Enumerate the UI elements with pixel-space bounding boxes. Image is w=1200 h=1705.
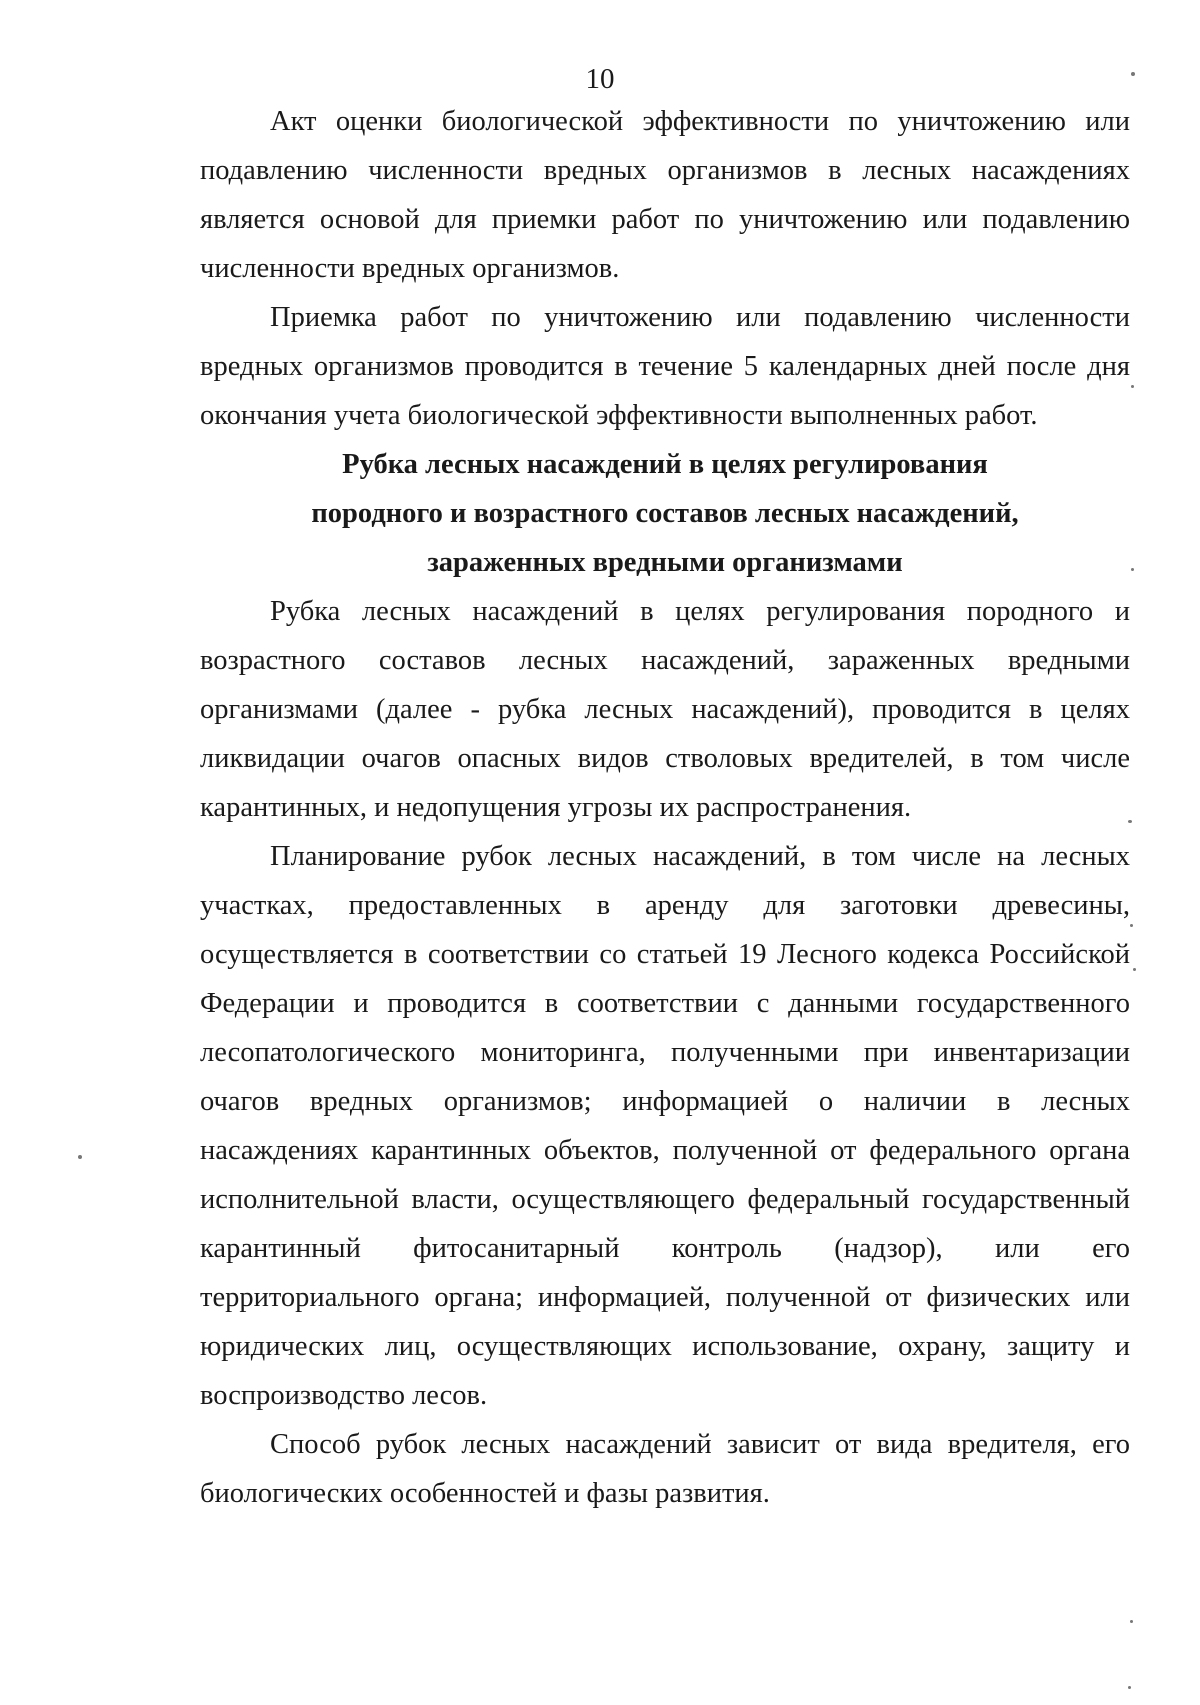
scan-speck (1131, 385, 1134, 388)
scan-speck (1130, 1620, 1133, 1623)
section-heading-line-2: породного и возрастного составов лесных насаждений, (311, 498, 1019, 529)
paragraph-felling-method: Способ рубок лесных насаждений зависит от вида вредителя, его биологических особенностей и фазы развития. (200, 1429, 1130, 1509)
paragraph-felling-planning: Планирование рубок лесных насаждений, в том числе на лесных участках, предоставленных в аренду для заготовки древесины, осуществляется в соответствии со статьей 19 Лесного кодекса Российской Федерации и проводится в соответствии с данными государственного лесопатологического мониторинга, полученными при инвентаризации очагов вредных организмов; информацией о наличии в лесных насаждениях карантинных объектов, полученной от федерального органа исполнительной власти, осуществляющего федеральный государственный карантинный фитосанитарный контроль (надзор), или его территориального органа; информацией, полученной от физических или юридических лиц, осуществляющих использование, охрану, защиту и воспроизводство лесов. (200, 841, 1130, 1411)
section-heading-line-1: Рубка лесных насаждений в целях регулирования (342, 449, 988, 480)
scan-speck (78, 1155, 82, 1159)
paragraph-felling-purpose: Рубка лесных насаждений в целях регулирования породного и возрастного составов лесных насаждений, зараженных вредными организмами (далее - рубка лесных насаждений), проводится в целях ликвидации очагов опасных видов стволовых вредителей, в том числе карантинных, и недопущения угрозы их распространения. (200, 596, 1130, 823)
section-heading-line-3: зараженных вредными организмами (427, 547, 903, 578)
document-body (200, 97, 1130, 1518)
paragraph-act-assessment: Акт оценки биологической эффективности по уничтожению или подавлению численности вредных организмов в лесных насаждениях является основой для приемки работ по уничтожению или подавлению численности вредных организмов. (200, 106, 1130, 284)
page-number: 10 (585, 63, 615, 95)
scan-speck (1131, 72, 1135, 76)
paragraph-acceptance-of-works: Приемка работ по уничтожению или подавлению численности вредных организмов проводится в течение 5 календарных дней после дня окончания учета биологической эффективности выполненных работ. (200, 302, 1130, 431)
scan-speck (1130, 924, 1133, 927)
scan-speck (1131, 568, 1134, 571)
scan-speck (1133, 968, 1136, 971)
scan-speck (1128, 1686, 1131, 1689)
scan-speck (1128, 820, 1132, 823)
